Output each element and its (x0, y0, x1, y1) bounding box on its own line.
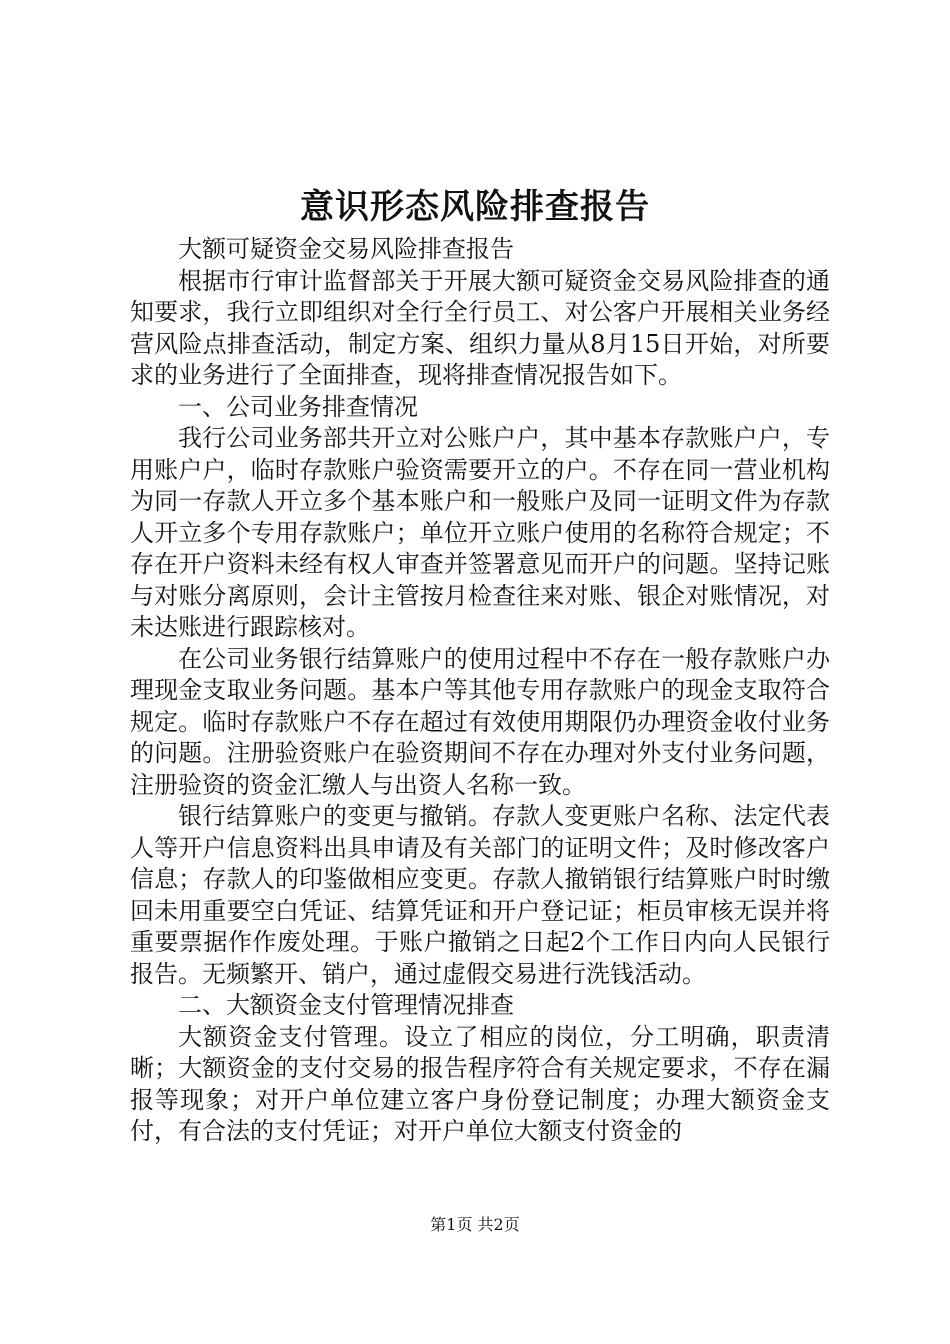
page-footer: 第1页 共2页 (430, 1215, 520, 1234)
paragraph: 我行公司业务部共开立对公账户户，其中基本存款账户户，专用账户户，临时存款账户验资需要开立的户。不存在同一营业机构为同一存款人开立多个基本账户和一般账户及同一证明文件为存款人开立多个专用存款账户；单位开立账户使用的名称符合规定；不存在开户资料未经有权人审查并签署意见而开户的问题。坚持记账与对账分离原则，会计主管按月检查往来对账、银企对账情况，对未达账进行跟踪核对。 (130, 424, 830, 641)
document-body (130, 234, 830, 1148)
paragraph: 在公司业务银行结算账户的使用过程中不存在一般存款账户办理现金支取业务问题。基本户等其他专用存款账户的现金支取符合规定。临时存款账户不存在超过有效使用期限仍办理资金收付业务的问题。注册验资账户在验资期间不存在办理对外支付业务问题，注册验资的资金汇缴人与出资人名称一致。 (130, 644, 830, 799)
section-heading-2: 二、大额资金支付管理情况排查 (178, 991, 514, 1019)
section-heading-1: 一、公司业务排查情况 (178, 392, 418, 421)
paragraph-subtitle: 大额可疑资金交易风险排查报告 (178, 235, 514, 263)
paragraph: 大额资金支付管理。设立了相应的岗位，分工明确，职责清晰；大额资金的支付交易的报告程序符合有关规定要求，不存在漏报等现象；对开户单位建立客户身份登记制度；办理大额资金支付，有合法的支付凭证；对开户单位大额支付资金的 (130, 1022, 830, 1145)
paragraph: 银行结算账户的变更与撤销。存款人变更账户名称、法定代表人等开户信息资料出具申请及有关部门的证明文件；及时修改客户信息；存款人的印鉴做相应变更。存款人撤销银行结算账户时时缴回未用重要空白凭证、结算凭证和开户登记证；柜员审核无误并将重要票据作作废处理。于账户撤销之日起2个工作日内向人民银行报告。无频繁开、销户，通过虚假交易进行洗钱活动。 (130, 802, 830, 988)
paragraph-intro: 根据市行审计监督部关于开展大额可疑资金交易风险排查的通知要求，我行立即组织对全行全行员工、对公客户开展相关业务经营风险点排查活动，制定方案、组织力量从8月15日开始，对所要求的业务进行了全面排查，现将排查情况报告如下。 (130, 266, 830, 389)
document-title: 意识形态风险排查报告 (300, 187, 650, 227)
